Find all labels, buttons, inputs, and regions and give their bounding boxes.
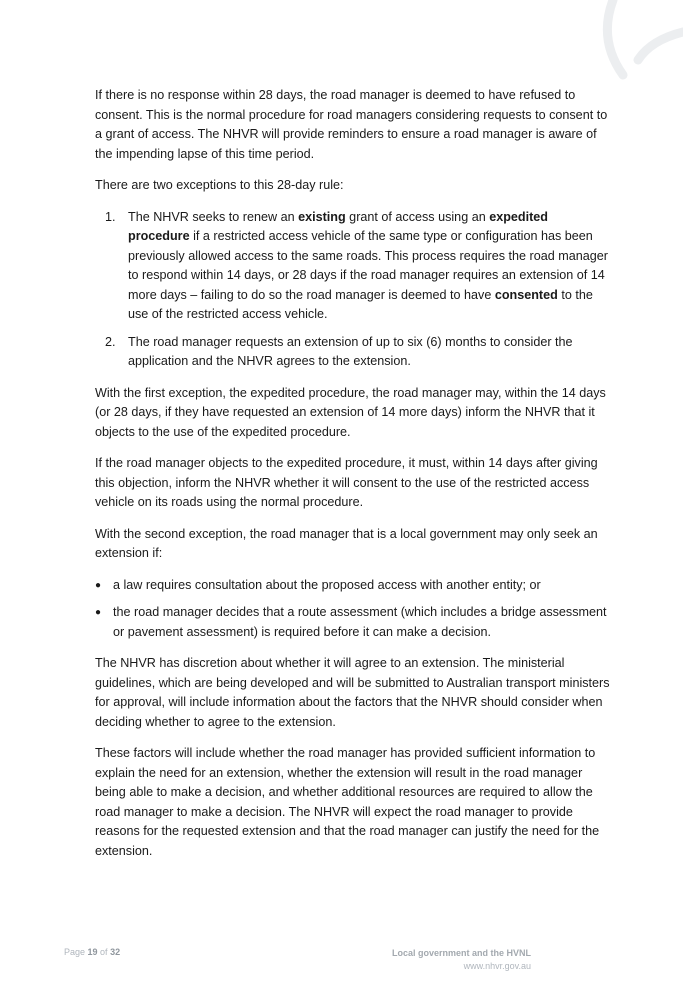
footer-info — [392, 947, 531, 973]
list-item — [95, 333, 613, 372]
list-item-text: the road manager decides that a route assessment (which includes a bridge assessment or pavement assessment) is required before it can make a decision. — [113, 605, 607, 639]
paragraph: With the second exception, the road manager that is a local government may only seek an extension if: — [95, 526, 598, 560]
website-link[interactable]: www.nhvr.gov.au — [463, 961, 531, 971]
paragraph: These factors will include whether the road manager has provided sufficient information to explain the need for an extension, whether the extension will result in the road manager being able to make a decision, and whether additional resources are required to allow the road manager to make a decision. The NHVR will expect the road manager to provide reasons for the requested extension and that the road manager can justify the need for the extension. — [95, 746, 600, 858]
paragraph: The NHVR has discretion about whether it will agree to an extension. The ministerial guidelines, which are being developed and will be submitted to Australian transport ministers for approval, will include information about the factors that the NHVR should consider when deciding whether to agree to the extension. — [95, 656, 610, 729]
page-number: Page 19 of 32 — [64, 947, 121, 957]
paragraph: There are two exceptions to this 28-day rule: — [95, 178, 344, 192]
conditions-list — [95, 576, 613, 643]
exceptions-list — [95, 208, 613, 372]
list-item — [95, 603, 613, 642]
paragraph: If there is no response within 28 days, the road manager is deemed to have refused to consent. This is the normal procedure for road managers considering requests to consent to a grant of access. The NHVR will provide reminders to ensure a road manager is aware of the impending lapse of this time period. — [95, 88, 608, 161]
list-item-text: The road manager requests an extension of up to six (6) months to consider the application and the NHVR agrees to the extension. — [128, 334, 573, 368]
list-item — [95, 208, 613, 325]
document-title: Local government and the HVNL — [391, 948, 531, 958]
list-item-text: a law requires consultation about the proposed access with another entity; or — [113, 577, 541, 592]
page-body — [95, 86, 613, 873]
list-number: 2. — [105, 334, 116, 349]
paragraph: With the first exception, the expedited procedure, the road manager may, within the 14 days (or 28 days, if they have requested an extension of 14 more days) inform the NHVR that it objects to the use of the expedited procedure. — [95, 385, 606, 439]
bullet-icon: ● — [95, 579, 102, 591]
bullet-icon: ● — [95, 607, 102, 618]
list-item — [95, 576, 613, 596]
list-number: 1. — [105, 209, 116, 224]
list-item-text: The NHVR seeks to renew an existing grant of access using an expedited procedure if a restricted access vehicle of the same type or configuration has been previously allowed access to the same roads. This process requires the road manager to respond within 14 days, or 28 days if the road manager requires an extension of 14 more days – failing to do so the road manager is deemed to have consented to the use of the restricted access vehicle. — [128, 209, 608, 321]
corner-decoration — [553, 0, 683, 90]
paragraph: If the road manager objects to the expedited procedure, it must, within 14 days after giving this objection, inform the NHVR whether it will consent to the use of the restricted access vehicle on its roads using the normal procedure. — [95, 456, 598, 509]
